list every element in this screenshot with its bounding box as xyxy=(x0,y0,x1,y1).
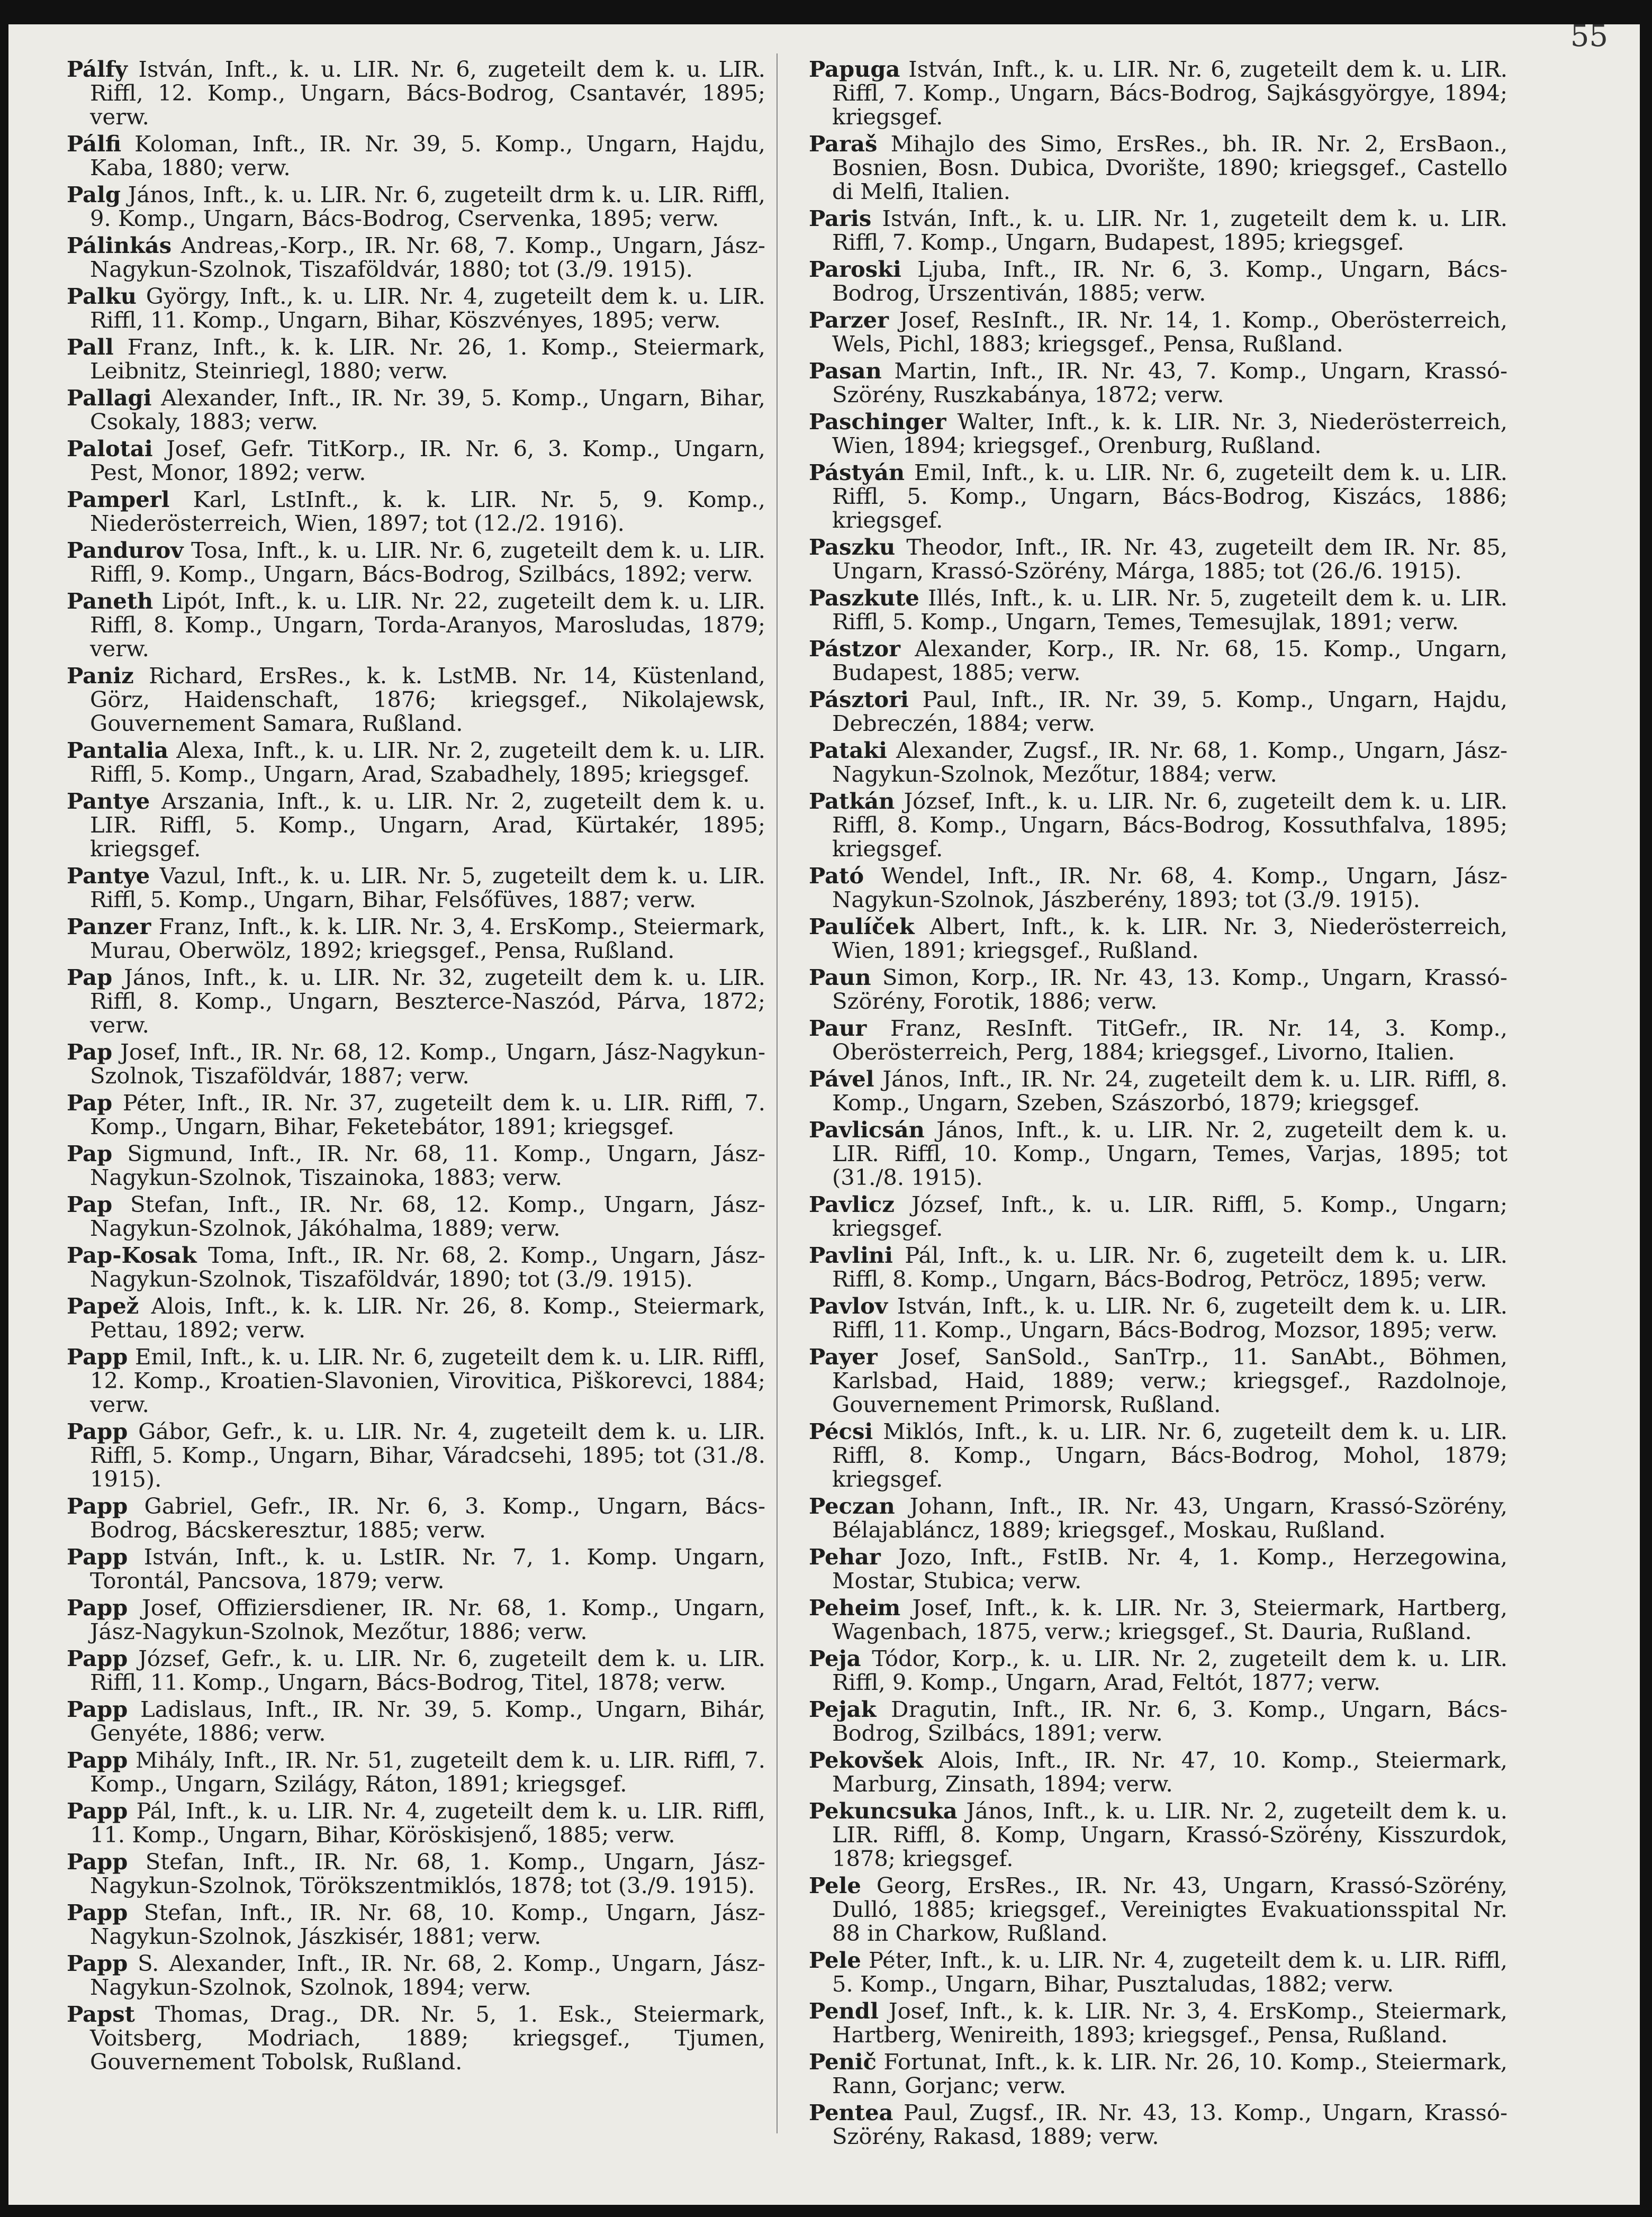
list-item xyxy=(809,1118,1507,1189)
entry-surname: Pap-Kosak xyxy=(67,1242,197,1268)
entry-details: Alexander, Inft., IR. Nr. 39, 5. Komp., Ungarn, Bihar, Csokaly, 1883; verw. xyxy=(90,385,765,435)
entry-surname: Pataki xyxy=(809,737,887,763)
list-item xyxy=(809,864,1507,911)
entry-surname: Pásztori xyxy=(809,686,909,712)
entry-surname: Pallagi xyxy=(67,385,152,411)
list-item xyxy=(809,965,1507,1013)
entry-details: Josef, SanSold., SanTrp., 11. SanAbt., Böhmen, Karlsbad, Haid, 1889; verw.; kriegsgef., Razdolnoje, Gouvernement Primorsk, Rußland. xyxy=(832,1344,1507,1417)
entry-surname: Paraš xyxy=(809,131,878,157)
entry-details: Stefan, Inft., IR. Nr. 68, 12. Komp., Ungarn, Jász-Nagykun-Szolnok, Jákóhalma, 1889; verw. xyxy=(90,1191,765,1241)
list-item xyxy=(809,1799,1507,1870)
list-item xyxy=(67,1419,765,1491)
entry-details: Ladislaus, Inft., IR. Nr. 39, 5. Komp., Ungarn, Bihár, Genyéte, 1886; verw. xyxy=(90,1696,765,1746)
entry-details: Illés, Inft., k. u. LIR. Nr. 5, zugeteilt dem k. u. LIR. Riffl, 5. Komp., Ungarn, Temes, Temesujlak, 1891; verw. xyxy=(832,585,1507,635)
entry-surname: Pavlini xyxy=(809,1242,893,1268)
entry-details: Mihajlo des Simo, ErsRes., bh. IR. Nr. 2, ErsBaon., Bosnien, Bosn. Dubica, Dvorište, 1890; kriegsgef., Castello di Melfi, Italien. xyxy=(832,131,1507,204)
list-item xyxy=(67,233,765,281)
list-item xyxy=(67,789,765,861)
entry-details: Dragutin, Inft., IR. Nr. 6, 3. Komp., Ungarn, Bács-Bodrog, Szilbács, 1891; verw. xyxy=(832,1696,1507,1746)
list-item xyxy=(809,2050,1507,2097)
entry-surname: Parzer xyxy=(809,307,889,333)
list-item xyxy=(809,1494,1507,1542)
entry-details: Franz, Inft., k. k. LIR. Nr. 3, 4. ErsKomp., Steiermark, Murau, Oberwölz, 1892; kriegsgef., Pensa, Rußland. xyxy=(90,913,765,963)
entry-details: Miklós, Inft., k. u. LIR. Nr. 6, zugeteilt dem k. u. LIR. Riffl, 8. Komp., Ungarn, Bács-Bodrog, Mohol, 1879; kriegsgef. xyxy=(832,1418,1507,1492)
entry-details: Andreas,-Korp., IR. Nr. 68, 7. Komp., Ungarn, Jász-Nagykun-Szolnok, Tiszaföldvár, 1880; tot (3./9. 1915). xyxy=(90,232,765,282)
list-item xyxy=(809,738,1507,786)
entry-surname: Paniz xyxy=(67,663,134,689)
entry-details: Karl, LstInft., k. k. LIR. Nr. 5, 9. Komp., Niederösterreich, Wien, 1897; tot (12./2. 1916). xyxy=(90,486,765,536)
list-item xyxy=(67,2002,765,2074)
list-item xyxy=(809,1874,1507,1945)
list-item xyxy=(809,410,1507,457)
list-item xyxy=(809,687,1507,735)
entry-surname: Pandurov xyxy=(67,537,184,563)
list-item xyxy=(67,1345,765,1416)
entry-surname: Papp xyxy=(67,1493,128,1519)
list-item xyxy=(67,1294,765,1342)
entry-surname: Penič xyxy=(809,2049,877,2075)
entry-surname: Pástyán xyxy=(809,459,905,485)
list-item xyxy=(67,589,765,660)
entry-surname: Pap xyxy=(67,964,113,990)
entry-details: Fortunat, Inft., k. k. LIR. Nr. 26, 10. Komp., Steiermark, Rann, Gorjanc; verw. xyxy=(832,2049,1507,2098)
right-column xyxy=(809,57,1507,2151)
entry-details: Wendel, Inft., IR. Nr. 68, 4. Komp., Ungarn, Jász-Nagykun-Szolnok, Jászberény, 1893; tot (3./9. 1915). xyxy=(832,863,1507,912)
list-item xyxy=(809,1294,1507,1342)
entry-surname: Pálinkás xyxy=(67,232,172,258)
entry-surname: Pentea xyxy=(809,2100,893,2125)
list-item xyxy=(67,1040,765,1088)
entry-details: Paul, Inft., IR. Nr. 39, 5. Komp., Ungarn, Hajdu, Debreczén, 1884; verw. xyxy=(832,686,1507,736)
entry-surname: Papp xyxy=(67,1798,128,1824)
entry-details: Alexander, Zugsf., IR. Nr. 68, 1. Komp., Ungarn, Jász-Nagykun-Szolnok, Mezőtur, 1884; verw. xyxy=(832,737,1507,787)
list-item xyxy=(67,1850,765,1897)
list-item xyxy=(809,915,1507,962)
entry-details: Walter, Inft., k. k. LIR. Nr. 3, Niederösterreich, Wien, 1894; kriegsgef., Orenburg, Rußland. xyxy=(832,409,1507,458)
entry-details: István, Inft., k. u. LIR. Nr. 6, zugeteilt dem k. u. LIR. Riffl, 7. Komp., Ungarn, Bács-Bodrog, Sajkásgyörgye, 1894; kriegsgef. xyxy=(832,56,1507,130)
list-item xyxy=(67,915,765,962)
list-item xyxy=(67,1901,765,1948)
entry-details: Johann, Inft., IR. Nr. 43, Ungarn, Krassó-Szörény, Bélajabláncz, 1889; kriegsgef., Moskau, Rußland. xyxy=(832,1493,1507,1543)
entry-details: Thomas, Drag., DR. Nr. 5, 1. Esk., Steiermark, Voitsberg, Modriach, 1889; kriegsgef., Tjumen, Gouvernement Tobolsk, Rußland. xyxy=(90,2001,765,2075)
list-item xyxy=(67,1142,765,1189)
list-item xyxy=(809,1999,1507,2047)
entry-details: János, Inft., k. u. LIR. Nr. 2, zugeteilt dem k. u. LIR. Riffl, 8. Komp, Ungarn, Krassó-Szörény, Kisszurdok, 1878; kriegsgef. xyxy=(832,1798,1507,1871)
entry-details: Josef, Offiziersdiener, IR. Nr. 68, 1. Komp., Ungarn, Jász-Nagykun-Szolnok, Mezőtur, 1886; verw. xyxy=(90,1595,765,1644)
entry-details: Emil, Inft., k. u. LIR. Nr. 6, zugeteilt dem k. u. LIR. Riffl, 5. Komp., Ungarn, Bács-Bodrog, Kiszács, 1886; kriegsgef. xyxy=(832,459,1507,533)
entry-surname: Pavlicz xyxy=(809,1191,895,1217)
list-item xyxy=(809,1067,1507,1115)
entry-surname: Pehar xyxy=(809,1544,881,1570)
entry-details: Franz, ResInft. TitGefr., IR. Nr. 14, 3. Komp., Oberösterreich, Perg, 1884; kriegsgef., Livorno, Italien. xyxy=(832,1015,1507,1065)
list-item xyxy=(67,57,765,129)
page-number: 55 xyxy=(1570,19,1608,53)
entry-surname: Papp xyxy=(67,1849,128,1875)
list-item xyxy=(67,1243,765,1291)
list-item xyxy=(67,1545,765,1592)
entry-surname: Papp xyxy=(67,1418,128,1444)
directory-page xyxy=(8,19,1640,2205)
entry-details: János, Inft., k. u. LIR. Nr. 2, zugeteilt dem k. u. LIR. Riffl, 10. Komp., Ungarn, Temes, Varjas, 1895; tot (31./8. 1915). xyxy=(832,1117,1507,1190)
list-item xyxy=(809,1948,1507,1996)
entry-details: Emil, Inft., k. u. LIR. Nr. 6, zugeteilt dem k. u. LIR. Riffl, 12. Komp., Kroatien-Slavonien, Virovitica, Piškorevci, 1884; verw. xyxy=(90,1344,765,1417)
list-item xyxy=(809,1016,1507,1064)
entry-details: Theodor, Inft., IR. Nr. 43, zugeteilt dem IR. Nr. 85, Ungarn, Krassó-Szörény, Márga, 1885; tot (26./6. 1915). xyxy=(832,534,1507,584)
list-item xyxy=(67,437,765,484)
entry-surname: Pável xyxy=(809,1066,874,1092)
entry-surname: Papuga xyxy=(809,56,900,82)
entry-surname: Pap xyxy=(67,1191,113,1217)
list-item xyxy=(809,1697,1507,1745)
entry-surname: Paris xyxy=(809,205,872,231)
entry-surname: Pap xyxy=(67,1039,113,1065)
entry-details: Georg, ErsRes., IR. Nr. 43, Ungarn, Krassó-Szörény, Dulló, 1885; kriegsgef., Vereinigtes Evakuationsspital Nr. 88 in Charkow, Rußland. xyxy=(832,1872,1507,1946)
entry-details: István, Inft., k. u. LstIR. Nr. 7, 1. Komp. Ungarn, Torontál, Pancsova, 1879; verw. xyxy=(90,1544,765,1594)
entry-surname: Pasan xyxy=(809,358,882,384)
entry-surname: Pap xyxy=(67,1090,113,1116)
entry-details: Ljuba, Inft., IR. Nr. 6, 3. Komp., Ungarn, Bács-Bodrog, Urszentiván, 1885; verw. xyxy=(832,256,1507,306)
entry-surname: Paroski xyxy=(809,256,901,282)
list-item xyxy=(809,535,1507,583)
entry-surname: Peheim xyxy=(809,1595,901,1621)
entry-surname: Pató xyxy=(809,863,864,889)
entry-surname: Papst xyxy=(67,2001,135,2027)
entry-surname: Pavlicsán xyxy=(809,1117,925,1143)
entry-surname: Paschinger xyxy=(809,409,946,435)
entry-surname: Panzer xyxy=(67,913,151,939)
entry-details: Alois, Inft., IR. Nr. 47, 10. Komp., Steiermark, Marburg, Zinsath, 1894; verw. xyxy=(832,1747,1507,1797)
entry-surname: Payer xyxy=(809,1344,878,1370)
entry-surname: Papp xyxy=(67,1950,128,1976)
entry-details: Josef, Gefr. TitKorp., IR. Nr. 6, 3. Komp., Ungarn, Pest, Monor, 1892; verw. xyxy=(90,436,765,485)
list-item xyxy=(809,206,1507,254)
entry-details: Martin, Inft., IR. Nr. 43, 7. Komp., Ungarn, Krassó-Szörény, Ruszkabánya, 1872; verw. xyxy=(832,358,1507,408)
entry-details: János, Inft., IR. Nr. 24, zugeteilt dem k. u. LIR. Riffl, 8. Komp., Ungarn, Szeben, Szászorbó, 1879; kriegsgef. xyxy=(832,1066,1507,1116)
entry-details: Josef, ResInft., IR. Nr. 14, 1. Komp., Oberösterreich, Wels, Pichl, 1883; kriegsgef., Pensa, Rußland. xyxy=(832,307,1507,357)
list-item xyxy=(67,284,765,332)
entry-details: János, Inft., k. u. LIR. Nr. 32, zugeteilt dem k. u. LIR. Riffl, 8. Komp., Ungarn, Beszterce-Naszód, Párva, 1872; verw. xyxy=(90,964,765,1038)
entry-surname: Paszkute xyxy=(809,585,919,611)
entry-surname: Peczan xyxy=(809,1493,895,1519)
entry-details: József, Inft., k. u. LIR. Riffl, 5. Komp., Ungarn; kriegsgef. xyxy=(832,1191,1507,1241)
entry-details: József, Gefr., k. u. LIR. Nr. 6, zugeteilt dem k. u. LIR. Riffl, 11. Komp., Ungarn, Bács-Bodrog, Titel, 1878; verw. xyxy=(90,1645,765,1695)
entry-surname: Pantalia xyxy=(67,737,169,763)
list-item xyxy=(67,1646,765,1694)
entry-surname: Paneth xyxy=(67,588,154,614)
entry-surname: Papp xyxy=(67,1696,128,1722)
entry-surname: Pele xyxy=(809,1872,861,1898)
list-item xyxy=(67,538,765,586)
list-item xyxy=(809,460,1507,532)
list-item xyxy=(67,487,765,535)
entry-details: Stefan, Inft., IR. Nr. 68, 10. Komp., Ungarn, Jász-Nagykun-Szolnok, Jászkisér, 1881; verw. xyxy=(90,1899,765,1949)
entry-surname: Pele xyxy=(809,1947,861,1973)
entry-surname: Paur xyxy=(809,1015,867,1041)
list-item xyxy=(67,965,765,1037)
entry-surname: Pamperl xyxy=(67,486,170,512)
entry-surname: Pantye xyxy=(67,788,150,814)
list-item xyxy=(67,1596,765,1643)
entry-details: Arszania, Inft., k. u. LIR. Nr. 2, zugeteilt dem k. u. LIR. Riffl, 5. Komp., Ungarn, Arad, Kürtakér, 1895; kriegsgef. xyxy=(90,788,765,862)
entry-details: Franz, Inft., k. k. LIR. Nr. 26, 1. Komp., Steiermark, Leibnitz, Steinriegl, 1880; verw. xyxy=(90,334,765,384)
entry-surname: Patkán xyxy=(809,788,895,814)
list-item xyxy=(67,1494,765,1542)
entry-details: Péter, Inft., IR. Nr. 37, zugeteilt dem k. u. LIR. Riffl, 7. Komp., Ungarn, Bihar, Feketebátor, 1891; kriegsgef. xyxy=(90,1090,765,1139)
entry-surname: Paun xyxy=(809,964,871,990)
entry-details: Albert, Inft., k. k. LIR. Nr. 3, Niederösterreich, Wien, 1891; kriegsgef., Rußland. xyxy=(832,913,1507,963)
list-item xyxy=(809,1748,1507,1796)
entry-details: Tódor, Korp., k. u. LIR. Nr. 2, zugeteilt dem k. u. LIR. Riffl, 9. Komp., Ungarn, Arad, Feltót, 1877; verw. xyxy=(832,1645,1507,1695)
entry-surname: Pall xyxy=(67,334,114,360)
entry-surname: Peja xyxy=(809,1645,861,1671)
list-item xyxy=(67,132,765,179)
entry-surname: Palku xyxy=(67,283,137,309)
entry-details: Gábor, Gefr., k. u. LIR. Nr. 4, zugeteilt dem k. u. LIR. Riffl, 5. Komp., Ungarn, Bihar, Váradcsehi, 1895; tot (31./8. 1915). xyxy=(90,1418,765,1492)
entry-details: Alois, Inft., k. k. LIR. Nr. 26, 8. Komp., Steiermark, Pettau, 1892; verw. xyxy=(90,1293,765,1343)
entry-surname: Pap xyxy=(67,1141,113,1166)
entry-details: Josef, Inft., k. k. LIR. Nr. 3, Steiermark, Hartberg, Wagenbach, 1875, verw.; kriegsgef., St. Dauria, Rußland. xyxy=(832,1595,1507,1644)
column-divider xyxy=(777,53,778,2133)
list-item xyxy=(67,386,765,433)
list-item xyxy=(809,308,1507,356)
entry-details: Lipót, Inft., k. u. LIR. Nr. 22, zugeteilt dem k. u. LIR. Riffl, 8. Komp., Ungarn, Torda-Aranyos, Marosludas, 1879; verw. xyxy=(90,588,765,662)
list-item xyxy=(67,864,765,911)
entry-surname: Pekuncsuka xyxy=(809,1798,958,1824)
entry-details: S. Alexander, Inft., IR. Nr. 68, 2. Komp., Ungarn, Jász-Nagykun-Szolnok, Szolnok, 1894; verw. xyxy=(90,1950,765,2000)
entry-details: István, Inft., k. u. LIR. Nr. 6, zugeteilt dem k. u. LIR. Riffl, 12. Komp., Ungarn, Bács-Bodrog, Csantavér, 1895; verw. xyxy=(90,56,765,130)
entry-surname: Papež xyxy=(67,1293,139,1319)
list-item xyxy=(67,1697,765,1745)
entry-surname: Pejak xyxy=(809,1696,877,1722)
left-column xyxy=(67,57,765,2077)
list-item xyxy=(67,1799,765,1847)
entry-surname: Paulíček xyxy=(809,913,915,939)
entry-details: Pál, Inft., k. u. LIR. Nr. 6, zugeteilt dem k. u. LIR. Riffl, 8. Komp., Ungarn, Bács-Bodrog, Petröcz, 1895; verw. xyxy=(832,1242,1507,1292)
list-item xyxy=(809,1545,1507,1592)
entry-details: Josef, Inft., k. k. LIR. Nr. 3, 4. ErsKomp., Steiermark, Hartberg, Wenireith, 1893; kriegsgef., Pensa, Rußland. xyxy=(832,1998,1507,2048)
list-item xyxy=(67,335,765,383)
entry-details: Gabriel, Gefr., IR. Nr. 6, 3. Komp., Ungarn, Bács-Bodrog, Bácskeresztur, 1885; verw. xyxy=(90,1493,765,1543)
entry-details: István, Inft., k. u. LIR. Nr. 6, zugeteilt dem k. u. LIR. Riffl, 11. Komp., Ungarn, Bács-Bodrog, Mozsor, 1895; verw. xyxy=(832,1293,1507,1343)
list-item xyxy=(809,789,1507,861)
entry-surname: Paszku xyxy=(809,534,896,560)
entry-surname: Palotai xyxy=(67,436,153,462)
entry-details: János, Inft., k. u. LIR. Nr. 6, zugeteilt drm k. u. LIR. Riffl, 9. Komp., Ungarn, Bács-Bodrog, Cservenka, 1895; verw. xyxy=(90,182,765,231)
entry-details: Péter, Inft., k. u. LIR. Nr. 4, zugeteilt dem k. u. LIR. Riffl, 5. Komp., Ungarn, Bihar, Pusztaludas, 1882; verw. xyxy=(832,1947,1507,1997)
entry-surname: Pástzor xyxy=(809,636,901,662)
entry-details: Pál, Inft., k. u. LIR. Nr. 4, zugeteilt dem k. u. LIR. Riffl, 11. Komp., Ungarn, Bihar, Köröskisjenő, 1885; verw. xyxy=(90,1798,765,1848)
entry-surname: Papp xyxy=(67,1899,128,1925)
entry-surname: Palg xyxy=(67,182,121,207)
entry-details: Koloman, Inft., IR. Nr. 39, 5. Komp., Ungarn, Hajdu, Kaba, 1880; verw. xyxy=(90,131,765,180)
entry-details: Alexander, Korp., IR. Nr. 68, 15. Komp., Ungarn, Budapest, 1885; verw. xyxy=(832,636,1507,685)
entry-surname: Pécsi xyxy=(809,1418,873,1444)
list-item xyxy=(67,1748,765,1796)
list-item xyxy=(809,1192,1507,1240)
entry-surname: Papp xyxy=(67,1544,128,1570)
list-item xyxy=(67,1951,765,1999)
list-item xyxy=(809,257,1507,305)
entry-surname: Pálfi xyxy=(67,131,122,157)
list-item xyxy=(67,1091,765,1138)
entry-details: József, Inft., k. u. LIR. Nr. 6, zugeteilt dem k. u. LIR. Riffl, 8. Komp., Ungarn, Bács-Bodrog, Kossuthfalva, 1895; kriegsgef. xyxy=(832,788,1507,862)
entry-details: Richard, ErsRes., k. k. LstMB. Nr. 14, Küstenland, Görz, Haidenschaft, 1876; kriegsgef., Nikolajewsk, Gouvernement Samara, Rußland. xyxy=(90,663,765,736)
list-item xyxy=(809,1243,1507,1291)
entry-details: Simon, Korp., IR. Nr. 43, 13. Komp., Ungarn, Krassó-Szörény, Forotik, 1886; verw. xyxy=(832,964,1507,1014)
entry-details: István, Inft., k. u. LIR. Nr. 1, zugeteilt dem k. u. LIR. Riffl, 7. Komp., Ungarn, Budapest, 1895; kriegsgef. xyxy=(832,205,1507,255)
entry-surname: Pekovšek xyxy=(809,1747,924,1773)
list-item xyxy=(809,1419,1507,1491)
entry-details: Paul, Zugsf., IR. Nr. 43, 13. Komp., Ungarn, Krassó-Szörény, Rakasd, 1889; verw. xyxy=(832,2100,1507,2149)
list-item xyxy=(809,1646,1507,1694)
entry-details: Sigmund, Inft., IR. Nr. 68, 11. Komp., Ungarn, Jász-Nagykun-Szolnok, Tiszainoka, 1883; verw. xyxy=(90,1141,765,1190)
list-item xyxy=(809,2101,1507,2148)
entry-surname: Pendl xyxy=(809,1998,879,2024)
entry-surname: Papp xyxy=(67,1747,128,1773)
list-item xyxy=(67,183,765,230)
entry-details: Mihály, Inft., IR. Nr. 51, zugeteilt dem k. u. LIR. Riffl, 7. Komp., Ungarn, Szilágy, Ráton, 1891; kriegsgef. xyxy=(90,1747,765,1797)
entry-details: Vazul, Inft., k. u. LIR. Nr. 5, zugeteilt dem k. u. LIR. Riffl, 5. Komp., Ungarn, Bihar, Felsőfüves, 1887; verw. xyxy=(90,863,765,912)
list-item xyxy=(809,637,1507,684)
entry-details: Jozo, Inft., FstIB. Nr. 4, 1. Komp., Herzegowina, Mostar, Stubica; verw. xyxy=(832,1544,1507,1594)
entry-details: Tosa, Inft., k. u. LIR. Nr. 6, zugeteilt dem k. u. LIR. Riffl, 9. Komp., Ungarn, Bács-Bodrog, Szilbács, 1892; verw. xyxy=(90,537,765,587)
list-item xyxy=(67,738,765,786)
entry-details: Stefan, Inft., IR. Nr. 68, 1. Komp., Ungarn, Jász-Nagykun-Szolnok, Törökszentmiklós, 1878; tot (3./9. 1915). xyxy=(90,1849,765,1898)
list-item xyxy=(809,1596,1507,1643)
list-item xyxy=(809,132,1507,203)
list-item xyxy=(809,359,1507,406)
entry-surname: Papp xyxy=(67,1344,128,1370)
list-item xyxy=(809,586,1507,634)
list-item xyxy=(809,57,1507,129)
entry-surname: Papp xyxy=(67,1645,128,1671)
entry-details: Alexa, Inft., k. u. LIR. Nr. 2, zugeteilt dem k. u. LIR. Riffl, 5. Komp., Ungarn, Arad, Szabadhely, 1895; kriegsgef. xyxy=(90,737,765,787)
entry-details: Toma, Inft., IR. Nr. 68, 2. Komp., Ungarn, Jász-Nagykun-Szolnok, Tiszaföldvár, 1890; tot (3./9. 1915). xyxy=(90,1242,765,1292)
list-item xyxy=(809,1345,1507,1416)
list-item xyxy=(67,1192,765,1240)
entry-surname: Pálfy xyxy=(67,56,128,82)
entry-details: Josef, Inft., IR. Nr. 68, 12. Komp., Ungarn, Jász-Nagykun-Szolnok, Tiszaföldvár, 1887; verw. xyxy=(90,1039,765,1089)
entry-surname: Papp xyxy=(67,1595,128,1621)
entry-surname: Pavlov xyxy=(809,1293,888,1319)
entry-details: György, Inft., k. u. LIR. Nr. 4, zugeteilt dem k. u. LIR. Riffl, 11. Komp., Ungarn, Bihar, Köszvényes, 1895; verw. xyxy=(90,283,765,333)
list-item xyxy=(67,664,765,735)
entry-surname: Pantye xyxy=(67,863,150,889)
